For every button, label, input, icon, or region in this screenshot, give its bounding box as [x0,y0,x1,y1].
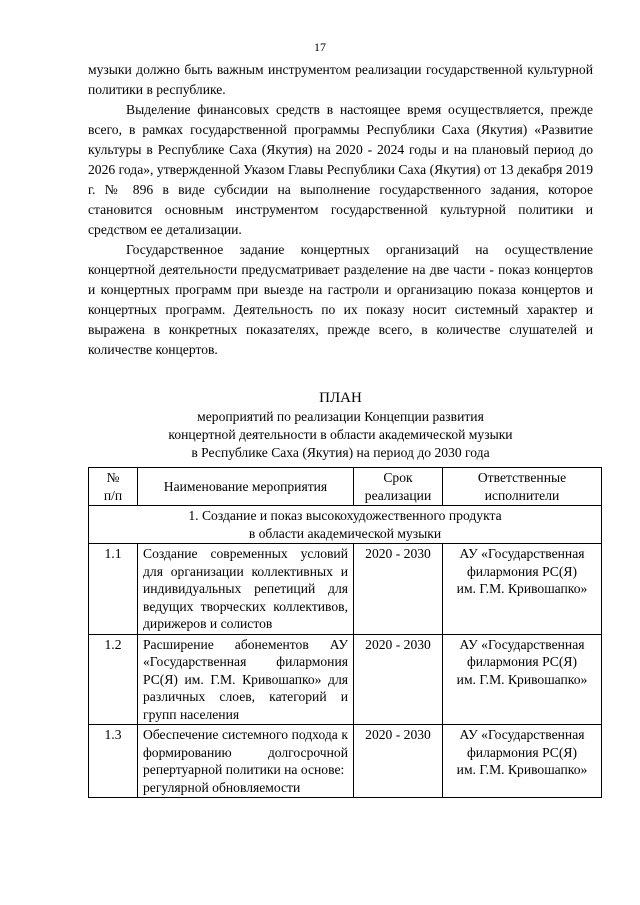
paragraph: Государственное задание концертных организаций на осуществление концертной деятельности предусматривает разделение на две части - показ концертов и концертных программ при выезде на гастроли и организацию показа концертов и концертных программ. Деятельность по их показу носит системный характер и выражена в конкретных показателях, прежде всего, в количестве слушателей и количестве концертов. [88,242,593,357]
section-row [89,506,602,544]
table-row [89,544,602,635]
table-row [89,634,602,725]
header-num: № п/п [89,468,138,506]
row-term: 2020 - 2030 [354,634,443,725]
header-term: Срок реализации [354,468,443,506]
paragraph: Выделение финансовых средств в настоящее время осуществляется, прежде всего, в рамках государственной программы Республики Саха (Якутия) «Развитие культуры в Республике Саха (Якутия) на 2020 - 2024 годы и на плановый период до 2026 года», утвержденной Указом Главы Республики Саха (Якутия) от 13 декабря 2019 г. № 896 в виде субсидии на выполнение государственного задания, которое становится основным инструментом государственной культурной политики и средством ее детализации. [88,102,593,237]
plan-table [88,467,602,798]
row-exec: АУ «Государственная филармония РС(Я) им. Г.М. Кривошапко» [443,725,602,798]
plan-subtitle-line: в Республике Саха (Якутия) на период до 2030 года [191,445,490,460]
row-num: 1.3 [89,725,138,798]
row-term: 2020 - 2030 [354,544,443,635]
row-term: 2020 - 2030 [354,725,443,798]
table-header-row [89,468,602,506]
row-exec: АУ «Государственная филармония РС(Я) им. Г.М. Кривошапко» [443,634,602,725]
row-num: 1.1 [89,544,138,635]
paragraph: музыки должно быть важным инструментом реализации государственной культурной политики в республике. [88,62,593,97]
plan-title: ПЛАН [319,390,362,406]
row-num: 1.2 [89,634,138,725]
row-name: Расширение абонементов АУ «Государственная филармония РС(Я) им. Г.М. Кривошапко» для различных слоев, категорий и групп населения [138,634,354,725]
row-name: Обеспечение системного подхода к формированию долгосрочной репертуарной политики на основе: регулярной обновляемости [138,725,354,798]
header-name: Наименование мероприятия [138,468,354,506]
header-exec: Ответственные исполнители [443,468,602,506]
row-exec: АУ «Государственная филармония РС(Я) им. Г.М. Кривошапко» [443,544,602,635]
row-name: Создание современных условий для организации коллективных и индивидуальных репетиций для ведущих творческих коллективов, дирижеров и солистов [138,544,354,635]
body-text [88,60,593,360]
plan-subtitle-line: концертной деятельности в области академической музыки [168,427,513,442]
plan-subtitle-line: мероприятий по реализации Концепции развития [197,409,484,424]
section-title: 1. Создание и показ высокохудожественного продукта в области академической музыки [89,506,602,544]
table-row [89,725,602,798]
page-number: 17 [314,40,326,54]
plan-header [88,389,593,462]
